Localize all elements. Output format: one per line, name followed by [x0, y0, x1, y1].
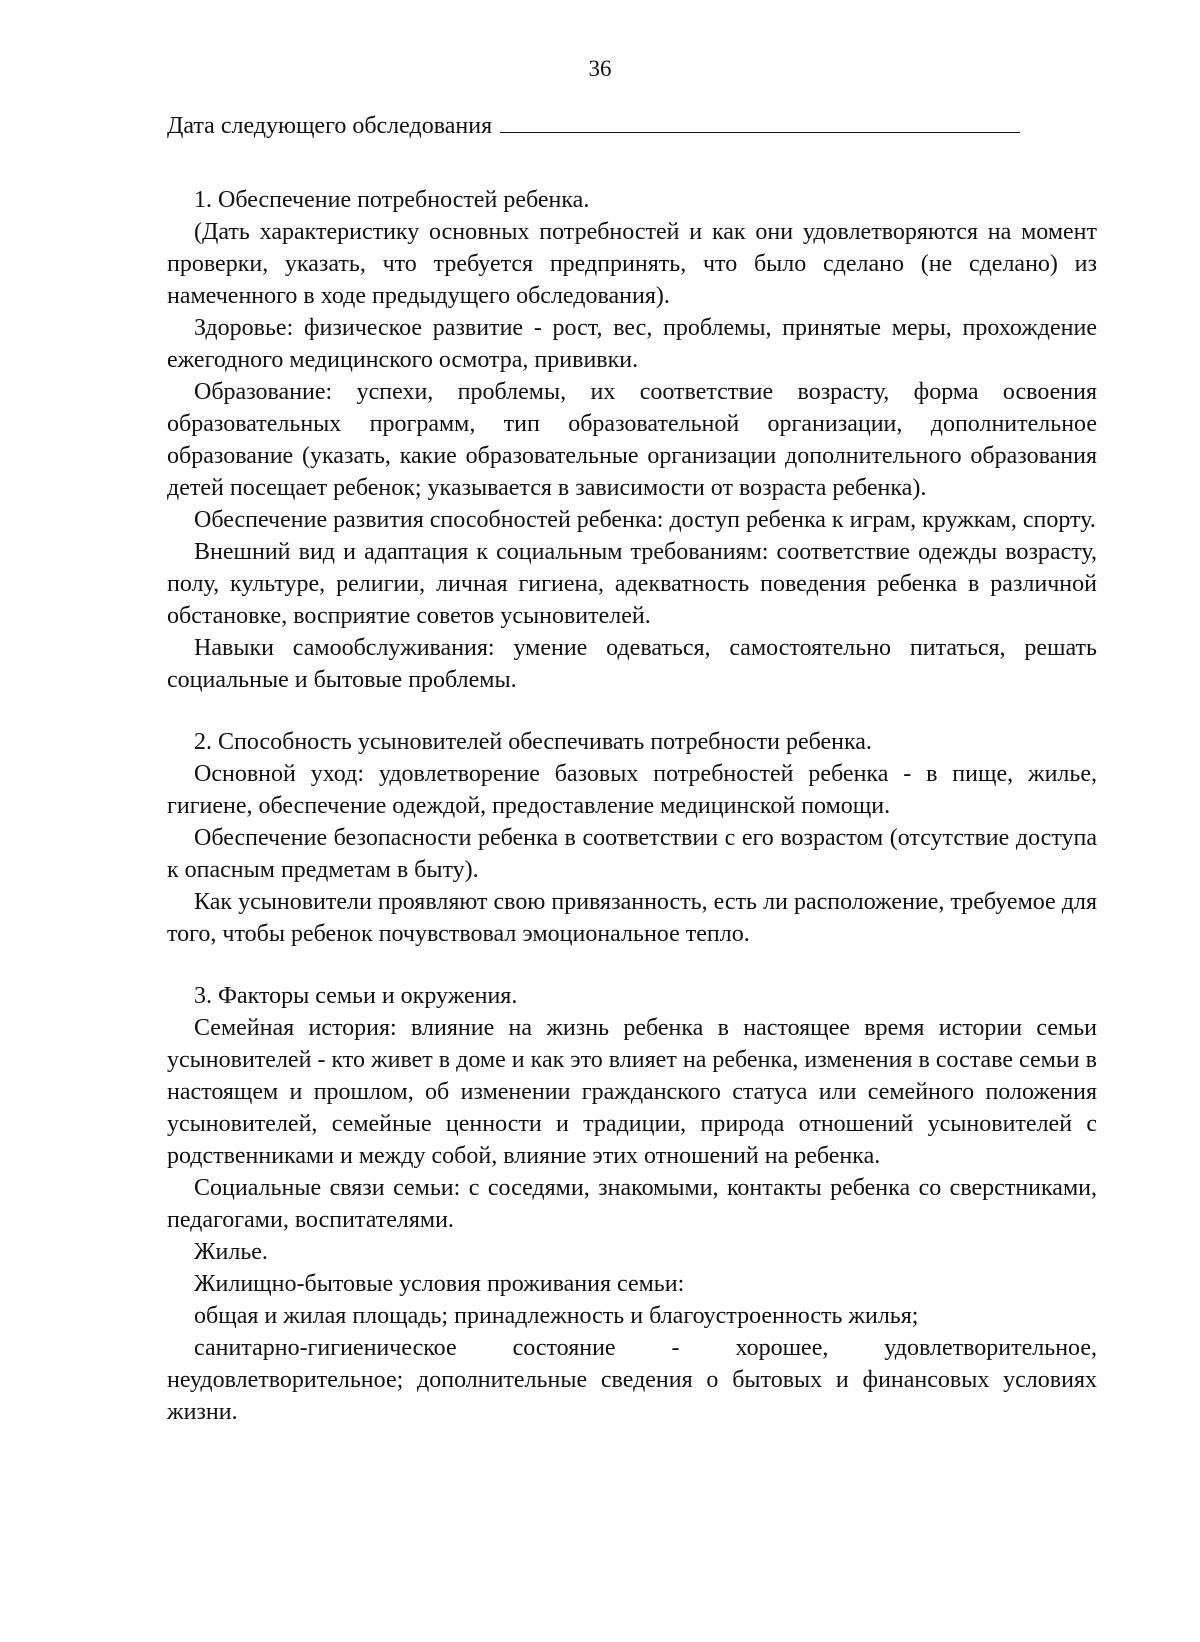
paragraph: Образование: успехи, проблемы, их соответствие возрасту, форма освоения образовательных программ, тип образовательной организации, дополнительное образование (указать, какие образовательные организации дополнительного образования детей посещает ребенок; указывается в зависимости от возраста ребенка).: [167, 379, 1097, 501]
paragraph: Обеспечение развития способностей ребенка: доступ ребенка к играм, кружкам, спорту.: [194, 507, 1096, 533]
paragraph: Внешний вид и адаптация к социальным требованиям: соответствие одежды возрасту, полу, культуре, религии, личная гигиена, адекватность поведения ребенка в различной обстановке, восприятие советов усыновителей.: [167, 539, 1097, 629]
paragraph: Как усыновители проявляют свою привязанность, есть ли расположение, требуемое для того, чтобы ребенок почувствовал эмоциональное тепло.: [167, 889, 1097, 947]
paragraph: Обеспечение безопасности ребенка в соответствии с его возрастом (отсутствие доступа к опасным предметам в быту).: [167, 825, 1097, 883]
paragraph: Жилищно-бытовые условия проживания семьи:: [194, 1271, 685, 1297]
paragraph: общая и жилая площадь; принадлежность и благоустроенность жилья;: [194, 1303, 919, 1329]
page-number: 36: [588, 56, 612, 81]
section-3: [167, 980, 1097, 1428]
section-2: [167, 726, 1097, 950]
paragraph: санитарно-гигиеническое состояние - хорошее, удовлетворительное, неудовлетворительное; дополнительные сведения о бытовых и финансовых условиях жизни.: [167, 1335, 1097, 1425]
paragraph: Основной уход: удовлетворение базовых потребностей ребенка - в пище, жилье, гигиене, обеспечение одеждой, предоставление медицинской помощи.: [167, 761, 1097, 819]
section-1: [167, 184, 1097, 696]
next-exam-date-label: Дата следующего обследования: [167, 113, 493, 139]
paragraph: Социальные связи семьи: с соседями, знакомыми, контакты ребенка со сверстниками, педагогами, воспитателями.: [167, 1175, 1097, 1233]
section-title: 3. Факторы семьи и окружения.: [194, 983, 518, 1009]
paragraph: Жилье.: [194, 1239, 268, 1265]
next-exam-date-blank: [500, 110, 1020, 133]
paragraph: (Дать характеристику основных потребностей и как они удовлетворяются на момент проверки, указать, что требуется предпринять, что было сделано (не сделано) из намеченного в ходе предыдущего обследования).: [167, 219, 1097, 309]
section-title: 2. Способность усыновителей обеспечивать потребности ребенка.: [194, 729, 872, 755]
section-title: 1. Обеспечение потребностей ребенка.: [194, 187, 590, 213]
paragraph: Здоровье: физическое развитие - рост, вес, проблемы, принятые меры, прохождение ежегодного медицинского осмотра, прививки.: [167, 315, 1097, 373]
paragraph: Навыки самообслуживания: умение одеваться, самостоятельно питаться, решать социальные и бытовые проблемы.: [167, 635, 1097, 693]
document-body: [167, 110, 1097, 1428]
paragraph: Семейная история: влияние на жизнь ребенка в настоящее время истории семьи усыновителей - кто живет в доме и как это влияет на ребенка, изменения в составе семьи в настоящем и прошлом, об изменении гражданского статуса или семейного положения усыновителей, семейные ценности и традиции, природа отношений усыновителей с родственниками и между собой, влияние этих отношений на ребенка.: [167, 1015, 1097, 1169]
next-exam-date-line: [167, 110, 1097, 142]
